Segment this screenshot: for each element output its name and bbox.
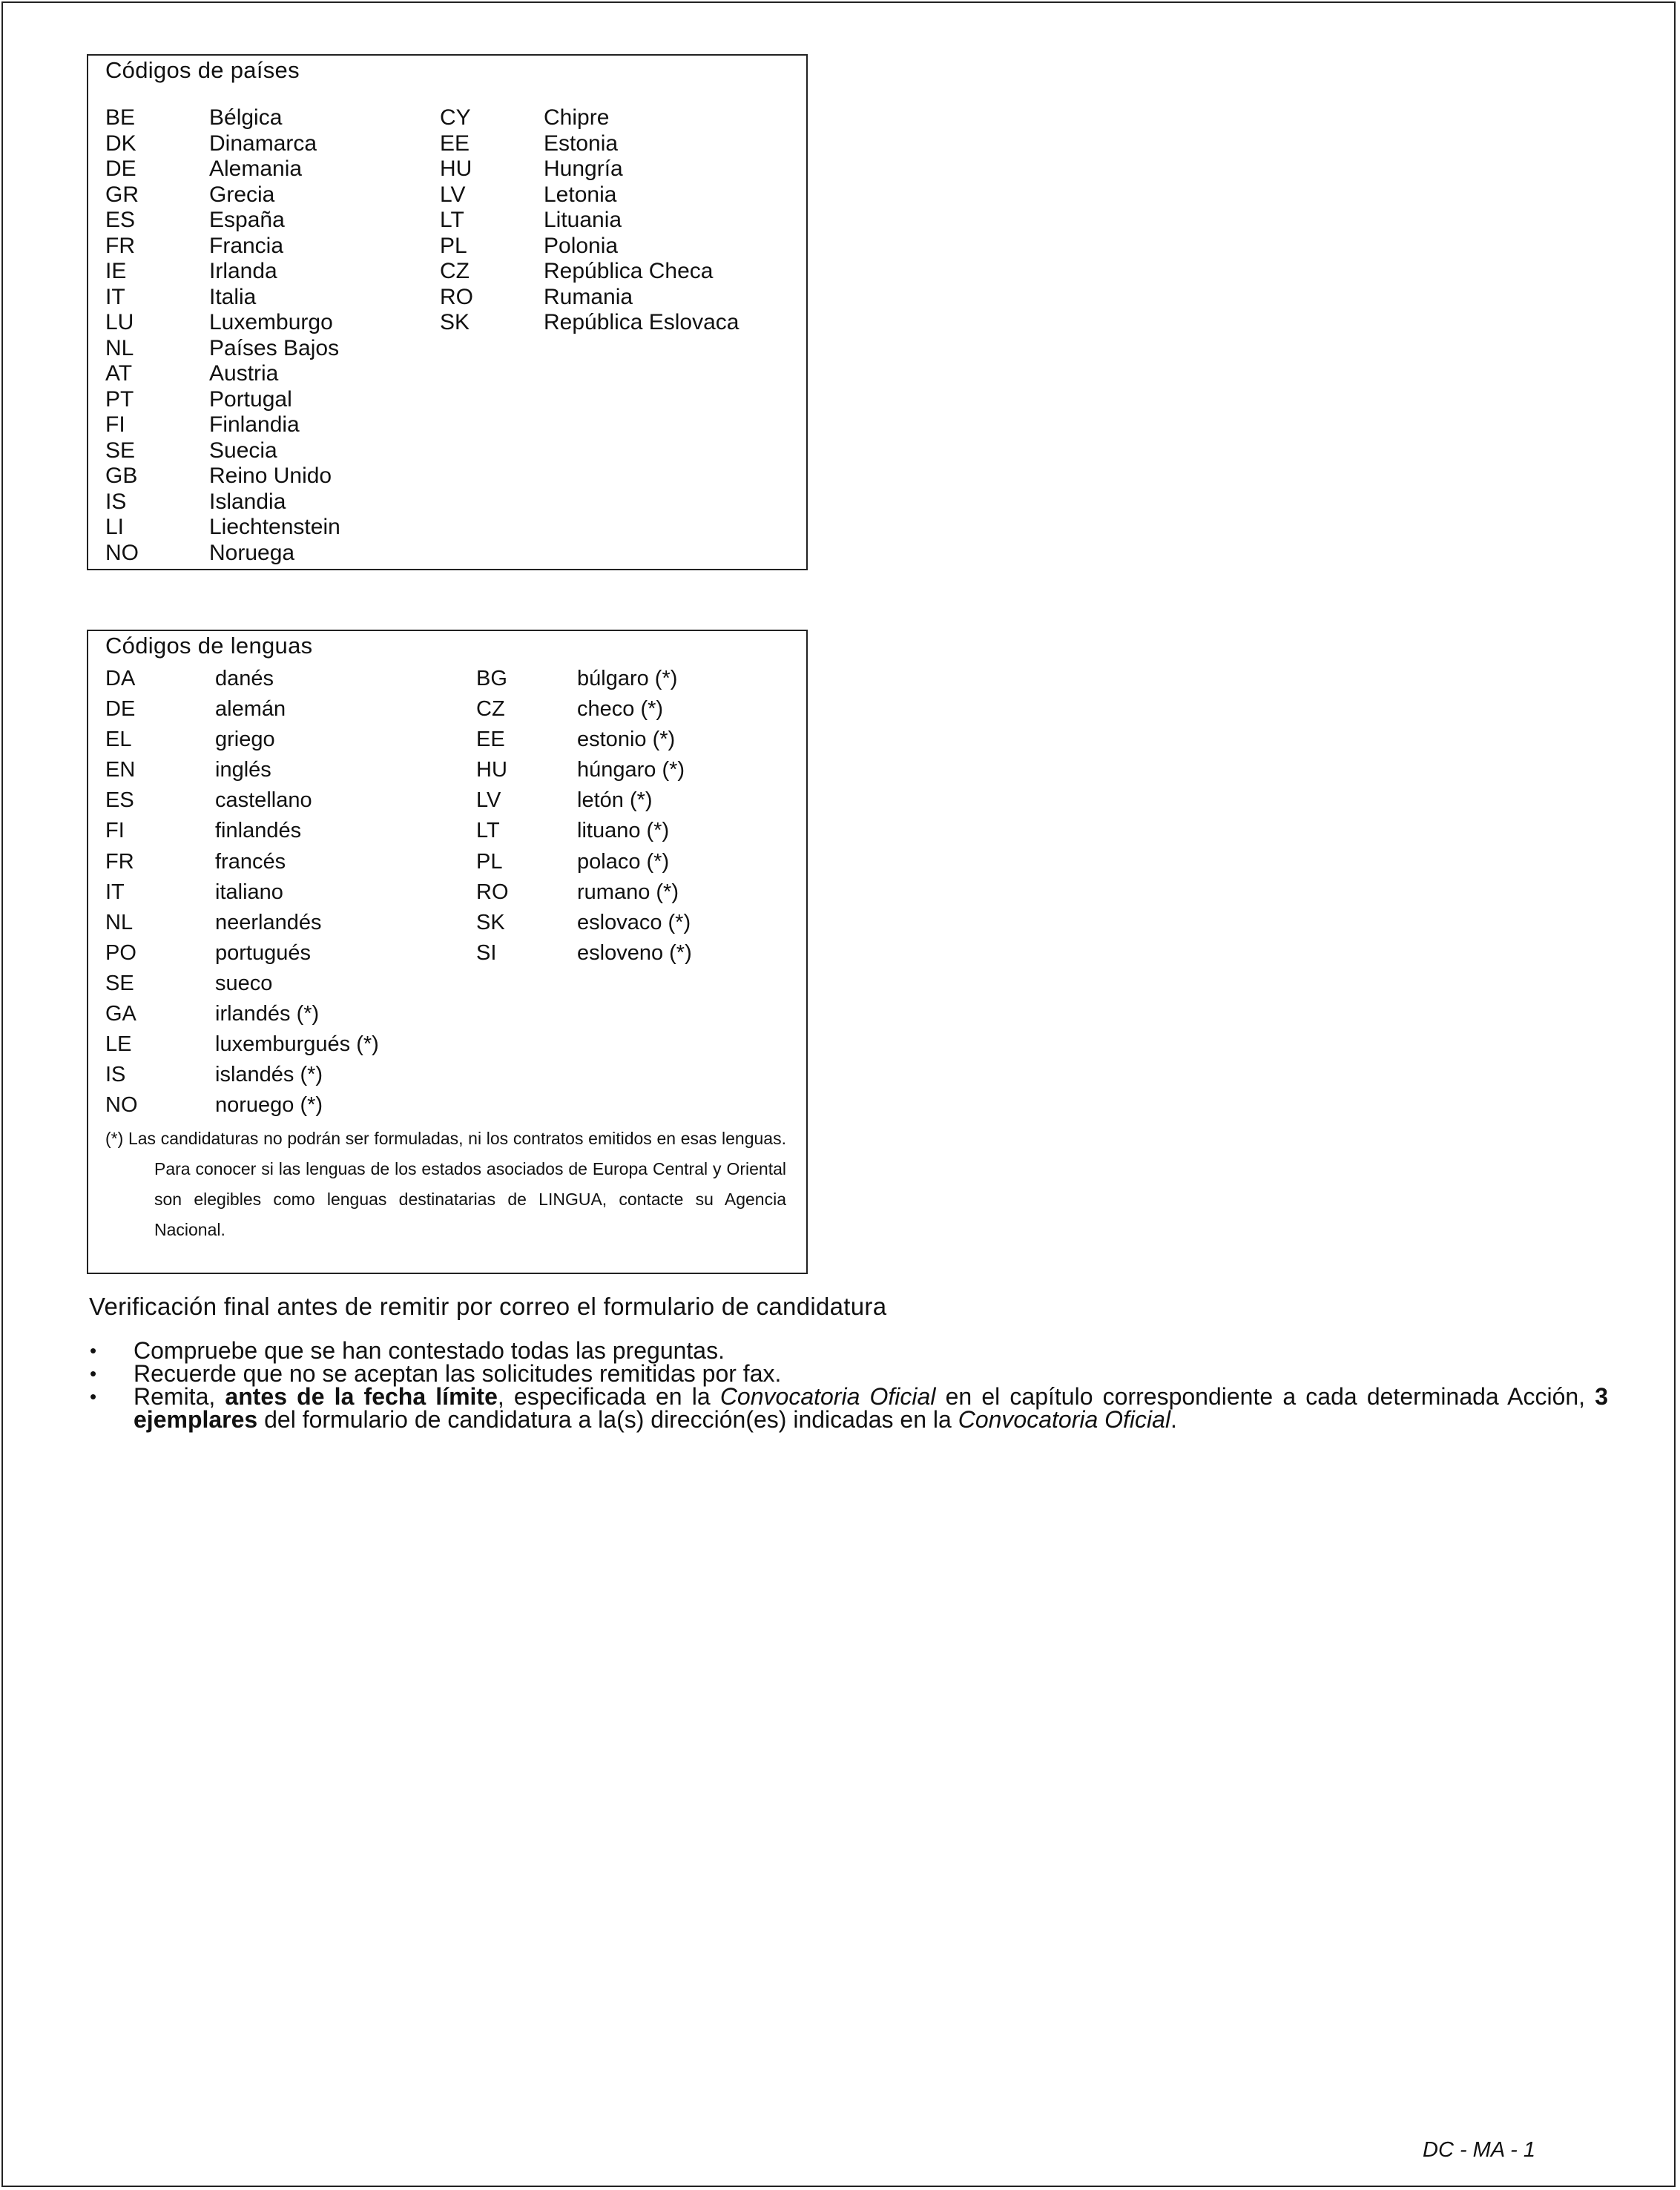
code-label: Dinamarca — [209, 131, 317, 156]
country-codes-box — [87, 54, 808, 570]
language-codes-title: Códigos de lenguas — [105, 633, 313, 659]
code-row — [105, 515, 340, 541]
code-label: Bélgica — [209, 105, 283, 130]
code-row — [105, 816, 379, 846]
code-row — [105, 285, 340, 311]
code: IT — [105, 284, 125, 309]
code-label: República Eslovaca — [544, 310, 739, 334]
code: PO — [105, 940, 136, 965]
code: FI — [105, 819, 125, 843]
language-list-left — [105, 664, 379, 1121]
code-label: islandés (*) — [215, 1063, 323, 1087]
language-list-right — [476, 664, 692, 969]
code: DE — [105, 156, 136, 181]
verification-item — [89, 1385, 1608, 1431]
copies-emphasis: 3 ejemplares — [134, 1383, 1609, 1433]
code: NO — [105, 1093, 138, 1118]
code: NO — [105, 540, 139, 565]
code: LI — [105, 515, 125, 539]
code: SE — [105, 438, 136, 463]
code-row — [440, 208, 739, 234]
deadline-emphasis: antes de la fecha límite — [225, 1383, 498, 1410]
code-label: Alemania — [209, 156, 303, 181]
code: DA — [105, 667, 136, 690]
language-codes-box — [87, 630, 808, 1274]
code-label: noruego (*) — [215, 1093, 323, 1118]
code: DE — [105, 697, 136, 722]
code: FR — [105, 233, 135, 258]
code: SE — [105, 971, 134, 995]
code: SK — [476, 910, 505, 934]
code-label: Lituania — [544, 208, 622, 232]
code-row — [105, 412, 340, 438]
code-row — [105, 387, 340, 413]
code-row — [105, 105, 340, 131]
code-row — [476, 847, 692, 877]
code: CZ — [440, 259, 470, 283]
code: IS — [105, 489, 127, 514]
code-row — [105, 310, 340, 336]
code-label: Liechtenstein — [209, 515, 340, 539]
code: GR — [105, 182, 139, 207]
code: SI — [476, 940, 497, 965]
code-row — [105, 489, 340, 515]
code-row — [105, 361, 340, 387]
code-label: griego — [215, 728, 275, 752]
code: LV — [476, 788, 501, 813]
official-call-ref: Convocatoria Oficial — [958, 1406, 1171, 1433]
verification-item-text: Remita, antes de la fecha límite, especificada en la Convocatoria Oficial en el capítulo correspondiente a cada determinada Acción, 3 ejemplares del formulario de candidatura a la(s) dirección(es) indicadas en la Convocatoria Oficial. — [134, 1383, 1609, 1433]
code-row — [105, 336, 340, 362]
code-row — [105, 755, 379, 785]
code: LE — [105, 1032, 132, 1057]
code-row — [440, 182, 739, 208]
code: ES — [105, 208, 136, 232]
code: HU — [476, 758, 507, 782]
verification-list — [89, 1339, 1608, 1431]
code: GB — [105, 464, 138, 488]
code-row — [440, 131, 739, 157]
code-row — [105, 664, 379, 694]
code-row — [105, 694, 379, 725]
code-label: Finlandia — [209, 412, 300, 437]
code-label: esloveno (*) — [577, 940, 692, 965]
code-label: alemán — [215, 697, 286, 722]
code: LV — [440, 182, 466, 207]
code-row — [105, 847, 379, 877]
code: CY — [440, 105, 471, 130]
code-row — [476, 816, 692, 846]
verification-item-text: Recuerde que no se aceptan las solicitudes remitidas por fax. — [134, 1360, 782, 1387]
code: NL — [105, 910, 134, 934]
code-label: Países Bajos — [209, 335, 340, 360]
code: HU — [440, 156, 472, 181]
code-row — [476, 755, 692, 785]
code-row — [440, 259, 739, 285]
code-row — [105, 234, 340, 260]
code-label: Suecia — [209, 438, 277, 463]
country-list-right — [440, 105, 739, 336]
code-row — [440, 156, 739, 182]
code: SK — [440, 310, 470, 334]
code: IT — [105, 880, 125, 904]
code: CZ — [476, 697, 505, 722]
code: PL — [476, 849, 503, 874]
code-label: Estonia — [544, 131, 619, 156]
code: GA — [105, 1002, 136, 1026]
language-footnote: (*) Las candidaturas no podrán ser formuladas, ni los contratos emitidos en esas lenguas. Para conocer si las lenguas de los estados asociados de Europa Central y Oriental son elegibles como lenguas destinatarias de LINGUA, contacte su Agencia Nacional. — [105, 1129, 786, 1239]
code-row — [105, 1060, 379, 1090]
code: BE — [105, 105, 136, 130]
code: IE — [105, 259, 127, 283]
code-label: República Checa — [544, 259, 714, 283]
code-label: portugués — [215, 940, 311, 965]
code: LU — [105, 310, 134, 334]
code-label: Luxemburgo — [209, 310, 333, 334]
bullet-icon: • — [90, 1362, 97, 1385]
code-label: finlandés — [215, 819, 302, 843]
code-label: rumano (*) — [577, 880, 679, 904]
code-label: lituano (*) — [577, 819, 670, 843]
country-list-left — [105, 105, 340, 566]
code-row — [105, 438, 340, 464]
code-row — [476, 725, 692, 755]
code-row — [440, 105, 739, 131]
code-label: Reino Unido — [209, 464, 332, 488]
code-row — [476, 908, 692, 938]
code-row — [440, 310, 739, 336]
code-row — [105, 208, 340, 234]
code-label: irlandés (*) — [215, 1002, 320, 1026]
code-label: Rumania — [544, 284, 633, 309]
code-label: inglés — [215, 758, 271, 782]
code-row — [476, 694, 692, 725]
code: RO — [440, 284, 473, 309]
code: IS — [105, 1063, 126, 1087]
code-label: Noruega — [209, 540, 295, 565]
code-row — [105, 999, 379, 1029]
code-row — [105, 131, 340, 157]
code-label: eslovaco (*) — [577, 910, 691, 934]
code-row — [476, 785, 692, 816]
code-label: checo (*) — [577, 697, 664, 722]
code-label: Chipre — [544, 105, 610, 130]
code-label: italiano — [215, 880, 283, 904]
code-label: Hungría — [544, 156, 623, 181]
code-label: Grecia — [209, 182, 275, 207]
page-reference: DC - MA - 1 — [1423, 2138, 1535, 2162]
code-row — [105, 464, 340, 489]
code: BG — [476, 667, 507, 690]
verification-title: Verificación final antes de remitir por correo el formulario de candidatura — [89, 1293, 887, 1320]
code-label: Austria — [209, 361, 279, 386]
country-codes-title: Códigos de países — [105, 57, 300, 83]
bullet-icon: • — [90, 1385, 97, 1408]
code-label: neerlandés — [215, 910, 322, 934]
code-label: Polonia — [544, 233, 619, 258]
code: RO — [476, 880, 509, 904]
code: EL — [105, 728, 132, 752]
code-label: Letonia — [544, 182, 617, 207]
code: ES — [105, 788, 134, 813]
code-row — [105, 877, 379, 908]
code-row — [105, 541, 340, 567]
code: LT — [476, 819, 500, 843]
code: AT — [105, 361, 133, 386]
bullet-icon: • — [90, 1339, 97, 1362]
code-label: búlgaro (*) — [577, 667, 678, 690]
code-label: luxemburgués (*) — [215, 1032, 379, 1057]
code: NL — [105, 335, 134, 360]
code-label: húngaro (*) — [577, 758, 685, 782]
code: PT — [105, 386, 134, 412]
code-row — [440, 234, 739, 260]
code-row — [105, 1029, 379, 1060]
verification-item-text: Compruebe que se han contestado todas las preguntas. — [134, 1337, 725, 1364]
code-row — [105, 969, 379, 999]
code: EE — [440, 131, 470, 156]
verification-item — [89, 1362, 1608, 1385]
code-label: francés — [215, 849, 286, 874]
code-row — [440, 285, 739, 311]
code-row — [105, 182, 340, 208]
code-row — [105, 908, 379, 938]
code-label: letón (*) — [577, 788, 653, 813]
code: EN — [105, 758, 136, 782]
verification-item — [89, 1339, 1608, 1362]
code: FR — [105, 849, 134, 874]
code: LT — [440, 208, 464, 232]
code-label: castellano — [215, 788, 312, 813]
code: FI — [105, 412, 125, 437]
official-call-ref: Convocatoria Oficial — [719, 1383, 936, 1410]
code: EE — [476, 728, 505, 752]
code-row — [105, 938, 379, 969]
code-label: danés — [215, 667, 274, 690]
code-row — [105, 1090, 379, 1121]
code-row — [476, 938, 692, 969]
code-row — [105, 156, 340, 182]
code-label: España — [209, 208, 285, 232]
code-label: Francia — [209, 233, 284, 258]
code-label: Italia — [209, 284, 257, 309]
code-label: Irlanda — [209, 259, 277, 283]
code-row — [476, 664, 692, 694]
code: PL — [440, 233, 467, 258]
code-label: Portugal — [209, 386, 292, 412]
code-row — [105, 785, 379, 816]
code: DK — [105, 131, 136, 156]
code-row — [105, 725, 379, 755]
code-label: Islandia — [209, 489, 286, 514]
code-label: sueco — [215, 971, 273, 995]
code-label: polaco (*) — [577, 849, 670, 874]
code-row — [105, 259, 340, 285]
code-label: estonio (*) — [577, 728, 676, 752]
code-row — [476, 877, 692, 908]
